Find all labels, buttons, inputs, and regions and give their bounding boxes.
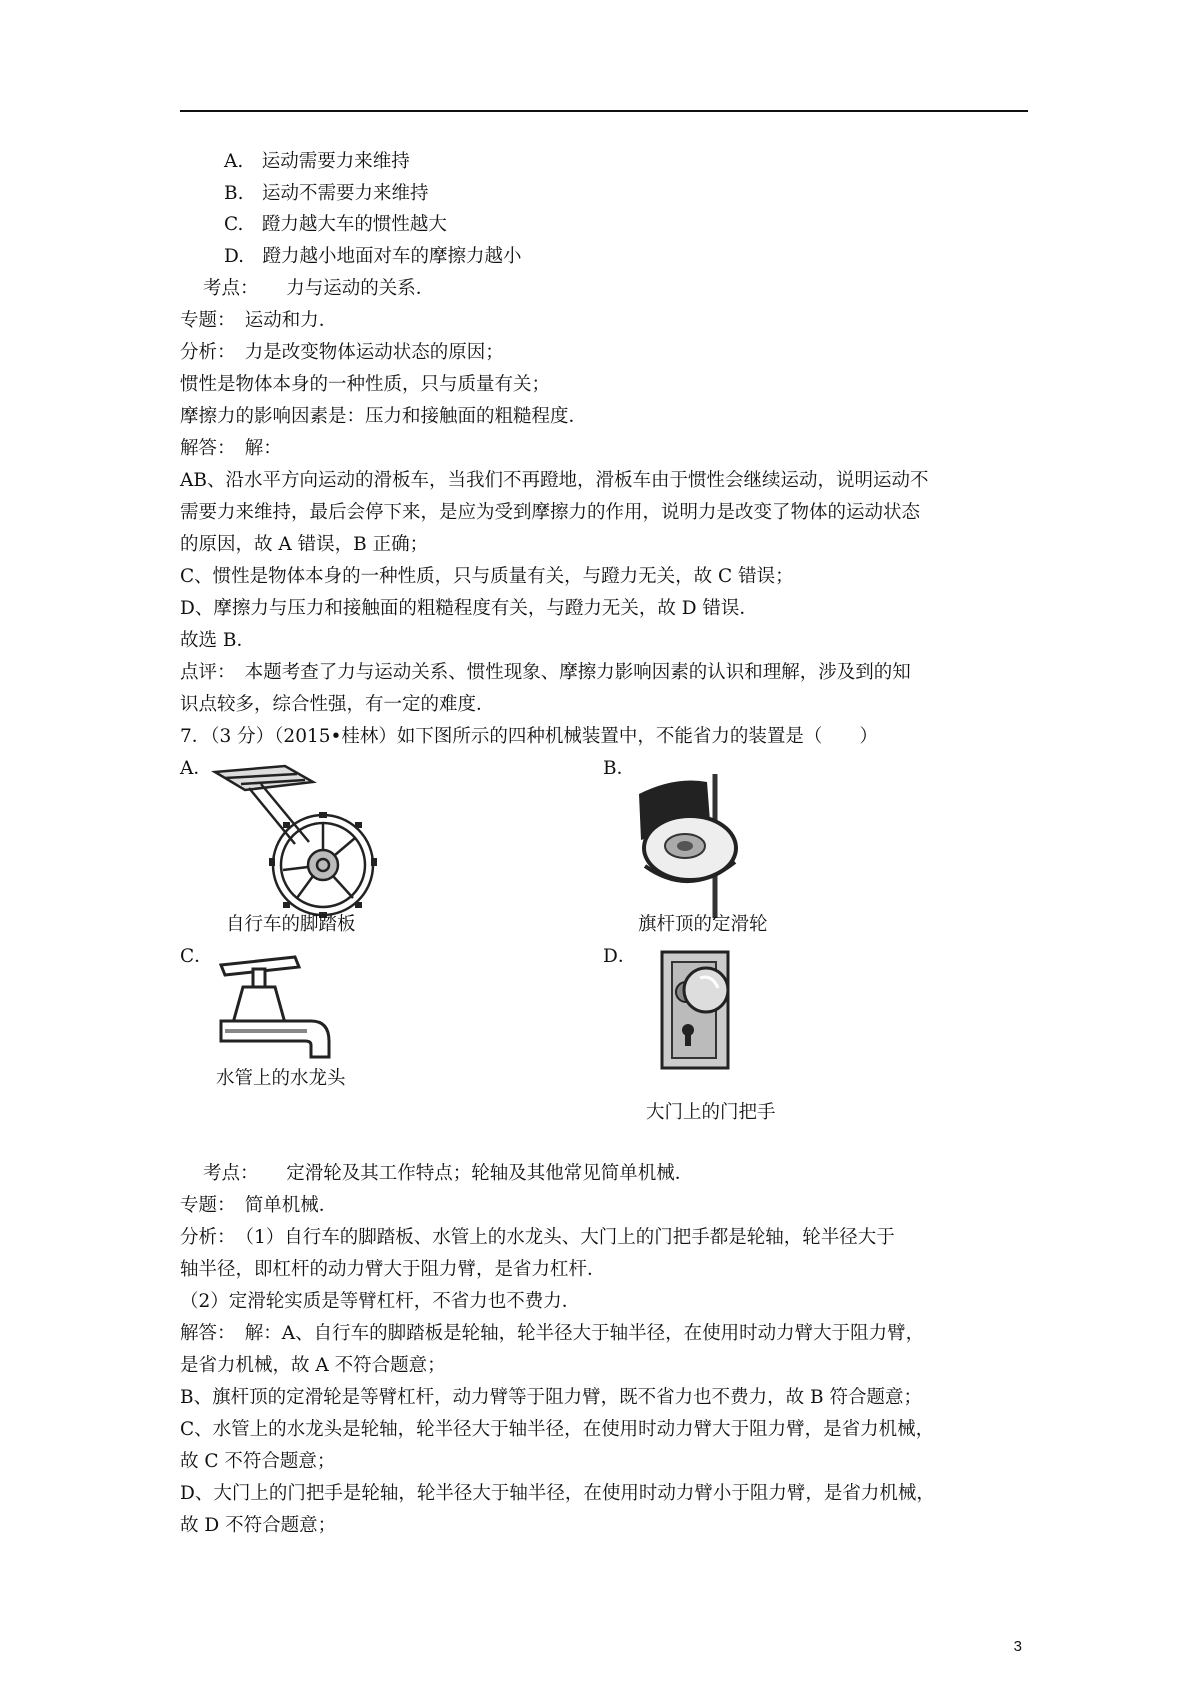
bicycle-pedal-icon bbox=[205, 760, 405, 920]
question-7-stem: 7．（3 分）（2015•桂林）如下图所示的四种机械装置中，不能省力的装置是（ ） bbox=[180, 726, 878, 747]
door-knob-icon bbox=[660, 950, 730, 1070]
jieda-line: 解答： 解： bbox=[180, 438, 282, 459]
dianping-line: 点评： 本题考查了力与运动关系、惯性现象、摩擦力影响因素的认识和理解，涉及到的知 bbox=[180, 662, 911, 683]
figure-d-caption: 大门上的门把手 bbox=[646, 1102, 776, 1123]
figure-a-letter: A． bbox=[180, 758, 212, 779]
jieda-line: 是省力机械，故 A 不符合题意； bbox=[180, 1355, 446, 1376]
jieda-line: 故 C 不符合题意； bbox=[180, 1451, 336, 1472]
kaodian-label: 考点： 力与运动的关系． bbox=[203, 278, 435, 299]
dianping-line: 识点较多，综合性强，有一定的难度． bbox=[180, 694, 495, 715]
option-a: A. 运动需要力来维持 bbox=[224, 151, 410, 172]
jieda-line: D、摩擦力与压力和接触面的粗糙程度有关，与蹬力无关，故 D 错误． bbox=[180, 598, 758, 619]
jieda-line: C、水管上的水龙头是轮轴，轮半径大于轴半径，在使用时动力臂大于阻力臂，是省力机械， bbox=[180, 1419, 935, 1440]
figure-d-letter: D． bbox=[603, 946, 637, 967]
zhuanti-label: 专题： 运动和力． bbox=[180, 310, 338, 331]
jieda-line: 的原因，故 A 错误，B 正确； bbox=[180, 534, 429, 555]
jieda-line: 需要力来维持，最后会停下来，是应为受到摩擦力的作用，说明力是改变了物体的运动状态 bbox=[180, 502, 921, 523]
jieda-line: B、旗杆顶的定滑轮是等臂杠杆，动力臂等于阻力臂，既不省力也不费力，故 B 符合题意； bbox=[180, 1387, 922, 1408]
water-tap-icon bbox=[215, 945, 355, 1065]
option-b: B. 运动不需要力来维持 bbox=[224, 183, 429, 204]
zhuanti-label: 专题： 简单机械． bbox=[180, 1195, 338, 1216]
kaodian-label: 考点： 定滑轮及其工作特点；轮轴及其他常见简单机械． bbox=[203, 1163, 694, 1184]
figure-a-caption: 自行车的脚踏板 bbox=[226, 914, 356, 935]
option-d: D. 蹬力越小地面对车的摩擦力越小 bbox=[224, 246, 522, 267]
jieda-line: 故选 B． bbox=[180, 630, 255, 651]
fenxi-line: （2）定滑轮实质是等臂杠杆，不省力也不费力． bbox=[180, 1291, 581, 1312]
fenxi-line: 轴半径，即杠杆的动力臂大于阻力臂，是省力杠杆． bbox=[180, 1259, 606, 1280]
figure-b-caption: 旗杆顶的定滑轮 bbox=[638, 914, 768, 935]
jieda-line: 故 D 不符合题意； bbox=[180, 1515, 337, 1536]
figure-b-letter: B． bbox=[603, 758, 636, 779]
header-rule bbox=[180, 110, 1028, 112]
option-c: C. 蹬力越大车的惯性越大 bbox=[224, 214, 447, 235]
fenxi-line: 分析： 力是改变物体运动状态的原因； bbox=[180, 342, 504, 363]
fenxi-line: 摩擦力的影响因素是：压力和接触面的粗糙程度． bbox=[180, 406, 588, 427]
jieda-line: 解答： 解：A、自行车的脚踏板是轮轴，轮半径大于轴半径，在使用时动力臂大于阻力臂， bbox=[180, 1323, 925, 1344]
jieda-line: D、大门上的门把手是轮轴，轮半径大于轴半径，在使用时动力臂小于阻力臂，是省力机械， bbox=[180, 1483, 935, 1504]
fenxi-line: 分析： （1）自行车的脚踏板、水管上的水龙头、大门上的门把手都是轮轴，轮半径大于 bbox=[180, 1227, 895, 1248]
figure-c-caption: 水管上的水龙头 bbox=[216, 1068, 346, 1089]
page-number: 3 bbox=[1013, 1638, 1022, 1655]
fenxi-line: 惯性是物体本身的一种性质，只与质量有关； bbox=[180, 374, 551, 395]
jieda-line: C、惯性是物体本身的一种性质，只与质量有关，与蹬力无关，故 C 错误； bbox=[180, 566, 794, 587]
flagpole-pulley-icon bbox=[635, 768, 745, 918]
figure-c-letter: C． bbox=[180, 946, 213, 967]
jieda-line: AB、沿水平方向运动的滑板车，当我们不再蹬地，滑板车由于惯性会继续运动，说明运动不 bbox=[180, 470, 929, 491]
